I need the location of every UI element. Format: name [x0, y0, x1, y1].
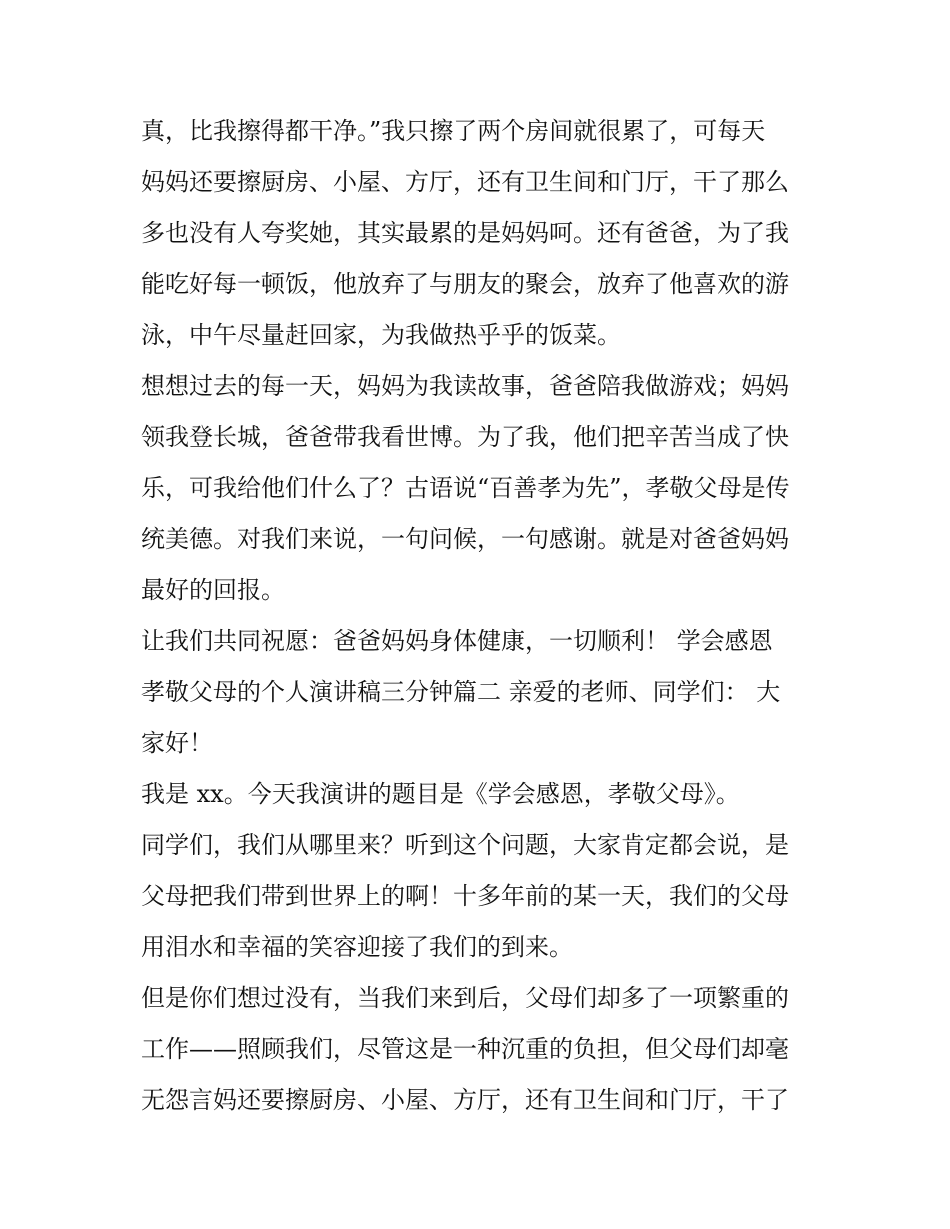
- text-line: 多也没有人夸奖她，其实最累的是妈妈呵。还有爸爸，为了我: [141, 219, 789, 247]
- body-text: [141, 106, 817, 1126]
- text-line: 泳，中午尽量赶回家，为我做热乎乎的饭菜。: [141, 321, 621, 349]
- text-line: 父母把我们带到世界上的啊！十多年前的某一天，我们的父母: [141, 882, 789, 910]
- text-line: 用泪水和幸福的笑容迎接了我们的到来。: [141, 933, 573, 961]
- text-line: 家好！: [141, 729, 213, 757]
- text-line: 真，比我擦得都干净。”我只擦了两个房间就很累了，可每天: [141, 117, 766, 145]
- text-line: 能吃好每一顿饭，他放弃了与朋友的聚会，放弃了他喜欢的游: [141, 270, 789, 298]
- text-line: 统美德。对我们来说，一句问候，一句感谢。就是对爸爸妈妈: [141, 525, 789, 553]
- text-line: 想想过去的每一天，妈妈为我读故事，爸爸陪我做游戏；妈妈: [141, 372, 789, 400]
- text-line: 乐，可我给他们什么了？古语说“百善孝为先”，孝敬父母是传: [141, 474, 790, 502]
- text-line: 最好的回报。: [141, 576, 285, 604]
- text-line: 妈妈还要擦厨房、小屋、方厅，还有卫生间和门厅，干了那么: [141, 168, 789, 196]
- text-line: 但是你们想过没有，当我们来到后，父母们却多了一项繁重的: [141, 984, 789, 1012]
- text-line: 无怨言妈还要擦厨房、小屋、方厅，还有卫生间和门厅，干了: [141, 1086, 789, 1114]
- text-line: 同学们，我们从哪里来？听到这个问题，大家肯定都会说，是: [141, 831, 789, 859]
- text-line: 孝敬父母的个人演讲稿三分钟篇二 亲爱的老师、同学们： 大: [141, 678, 781, 706]
- text-line: 工作——照顾我们，尽管这是一种沉重的负担，但父母们却毫: [141, 1035, 789, 1063]
- text-line: 我是 xx。今天我演讲的题目是《学会感恩，孝敬父母》。: [141, 780, 740, 808]
- text-line: 领我登长城，爸爸带我看世博。为了我，他们把辛苦当成了快: [141, 423, 789, 451]
- text-line: 让我们共同祝愿：爸爸妈妈身体健康，一切顺利！ 学会感恩: [141, 627, 773, 655]
